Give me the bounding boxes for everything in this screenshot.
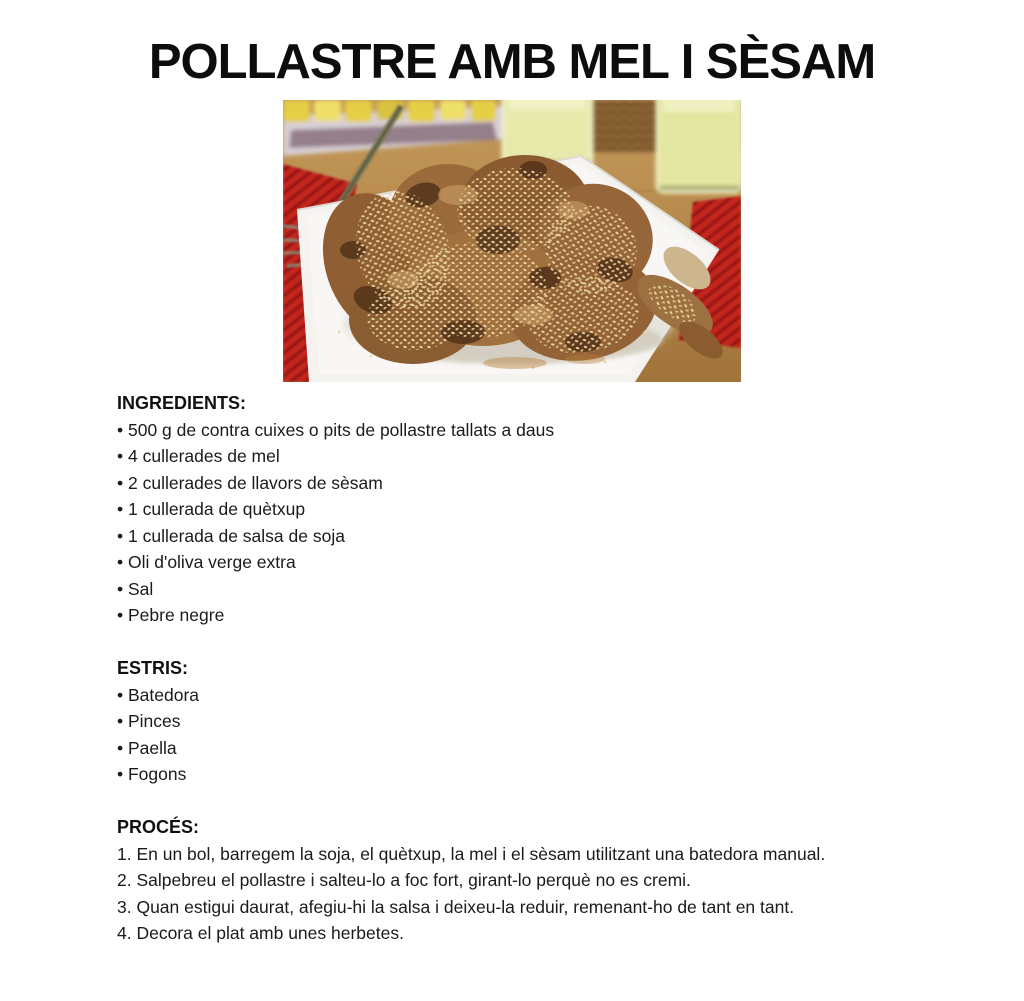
process-step: 3. Quan estigui daurat, afegiu-hi la salsa i deixeu-la reduir, remenant-ho de tant en tant. [117, 896, 795, 917]
section-estris [117, 655, 944, 788]
utensil-item: • Pinces [117, 711, 181, 732]
ingredients-heading: INGREDIENTS: [117, 393, 247, 414]
recipe-body [117, 390, 944, 947]
recipe-photo [283, 100, 741, 382]
ingredient-item: • 500 g de contra cuixes o pits de pollastre tallats a daus [117, 419, 555, 440]
utensil-item: • Paella [117, 737, 177, 758]
section-ingredients [117, 390, 944, 629]
ingredient-item: • 4 cullerades de mel [117, 446, 280, 467]
proces-heading: PROCÉS: [117, 817, 200, 838]
process-step: 2. Salpebreu el pollastre i salteu-lo a foc fort, girant-lo perquè no es cremi. [117, 870, 691, 891]
ingredient-item: • 2 cullerades de llavors de sèsam [117, 472, 383, 493]
estris-heading: ESTRIS: [117, 658, 189, 679]
ingredient-item: • 1 cullerada de salsa de soja [117, 525, 345, 546]
photo-illustration [283, 100, 741, 382]
lemonade-glass-right [657, 100, 741, 192]
ingredient-item: • Pebre negre [117, 605, 225, 626]
page-title: POLLASTRE AMB MEL I SÈSAM [148, 35, 876, 89]
process-step: 4. Decora el plat amb unes herbetes. [117, 923, 404, 944]
section-proces [117, 814, 944, 947]
ingredient-item: • Oli d'oliva verge extra [117, 552, 296, 573]
ingredient-item: • 1 cullerada de quètxup [117, 499, 306, 520]
process-step: 1. En un bol, barregem la soja, el quètxup, la mel i el sèsam utilitzant una batedora manual. [117, 843, 826, 864]
utensil-item: • Batedora [117, 684, 200, 705]
ingredient-item: • Sal [117, 578, 154, 599]
utensil-item: • Fogons [117, 764, 187, 785]
